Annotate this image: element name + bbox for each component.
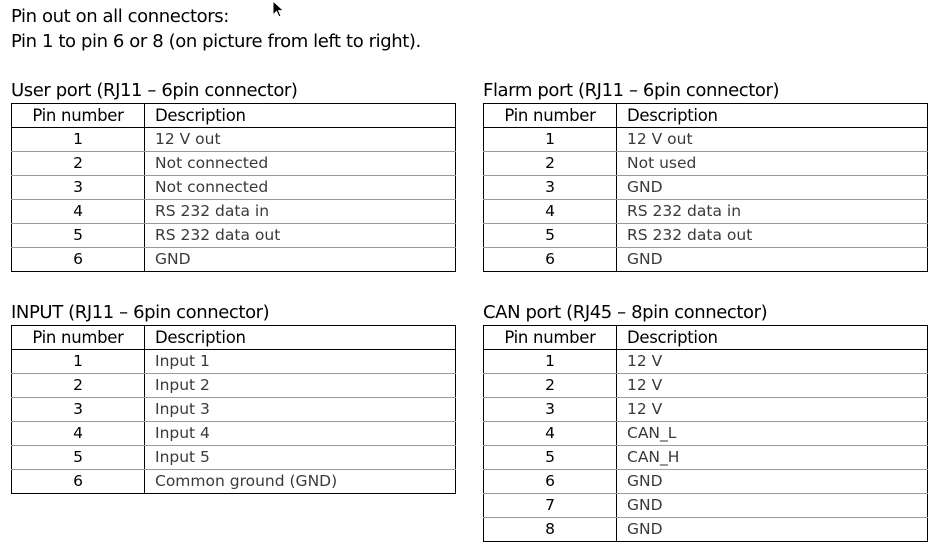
table-row [484, 446, 928, 470]
input-title: INPUT (RJ11 – 6pin connector) [11, 302, 270, 323]
pin-cell: 2 [484, 152, 617, 176]
pin-cell: 8 [484, 518, 617, 542]
description-cell: RS 232 data in [145, 200, 456, 224]
can-port-title: CAN port (RJ45 – 8pin connector) [483, 302, 768, 323]
description-cell: GND [617, 248, 928, 272]
description-cell: RS 232 data out [145, 224, 456, 248]
table-row [12, 422, 456, 446]
description-cell: 12 V [617, 374, 928, 398]
table-row [12, 446, 456, 470]
table-row [12, 350, 456, 374]
can-port-table [483, 325, 928, 542]
description-cell: GND [617, 470, 928, 494]
table-row [12, 224, 456, 248]
description-header: Description [145, 326, 456, 350]
table-row [12, 152, 456, 176]
pin-cell: 3 [12, 398, 145, 422]
pin-cell: 1 [12, 350, 145, 374]
description-cell: GND [617, 494, 928, 518]
table-header-row [484, 104, 928, 128]
table-row [12, 398, 456, 422]
user-port-title: User port (RJ11 – 6pin connector) [11, 80, 298, 101]
description-cell: 12 V [617, 398, 928, 422]
description-cell: Not connected [145, 176, 456, 200]
pin-cell: 4 [484, 200, 617, 224]
table-row [12, 128, 456, 152]
input-table [11, 325, 456, 494]
table-row [12, 200, 456, 224]
table-header-row [484, 326, 928, 350]
table-row [12, 470, 456, 494]
description-cell: Common ground (GND) [145, 470, 456, 494]
description-cell: 12 V out [145, 128, 456, 152]
description-cell: GND [145, 248, 456, 272]
pin-cell: 2 [12, 374, 145, 398]
pin-number-header: Pin number [484, 104, 617, 128]
description-cell: Input 2 [145, 374, 456, 398]
pin-cell: 3 [484, 176, 617, 200]
can-port-section [483, 302, 929, 542]
pin-number-header: Pin number [484, 326, 617, 350]
pin-cell: 1 [12, 128, 145, 152]
pin-cell: 6 [484, 248, 617, 272]
intro-line-2: Pin 1 to pin 6 or 8 (on picture from left to right). [11, 31, 421, 52]
pin-cell: 4 [12, 200, 145, 224]
mouse-pointer-icon [272, 0, 286, 18]
intro-line-1: Pin out on all connectors: [11, 6, 229, 27]
table-row [484, 248, 928, 272]
pin-cell: 7 [484, 494, 617, 518]
table-row [484, 494, 928, 518]
pin-cell: 5 [12, 224, 145, 248]
table-row [484, 518, 928, 542]
pin-cell: 6 [12, 470, 145, 494]
description-cell: GND [617, 518, 928, 542]
table-row [484, 470, 928, 494]
description-header: Description [145, 104, 456, 128]
pin-cell: 5 [484, 446, 617, 470]
table-row [12, 176, 456, 200]
intro-text [11, 4, 421, 54]
description-cell: Not used [617, 152, 928, 176]
pin-cell: 1 [484, 128, 617, 152]
table-row [484, 152, 928, 176]
pin-cell: 2 [484, 374, 617, 398]
table-row [484, 224, 928, 248]
user-port-table [11, 103, 456, 272]
table-row [484, 176, 928, 200]
pin-cell: 6 [12, 248, 145, 272]
description-cell: Not connected [145, 152, 456, 176]
description-cell: Input 3 [145, 398, 456, 422]
description-cell: RS 232 data out [617, 224, 928, 248]
pin-number-header: Pin number [12, 326, 145, 350]
table-row [484, 128, 928, 152]
description-cell: Input 5 [145, 446, 456, 470]
pin-cell: 1 [484, 350, 617, 374]
table-row [484, 200, 928, 224]
table-row [484, 374, 928, 398]
description-cell: RS 232 data in [617, 200, 928, 224]
description-cell: CAN_H [617, 446, 928, 470]
description-cell: CAN_L [617, 422, 928, 446]
table-row [12, 248, 456, 272]
pin-cell: 5 [12, 446, 145, 470]
pin-cell: 3 [484, 398, 617, 422]
pin-cell: 2 [12, 152, 145, 176]
pin-cell: 3 [12, 176, 145, 200]
user-port-section [11, 80, 457, 272]
pin-cell: 6 [484, 470, 617, 494]
table-header-row [12, 326, 456, 350]
pin-cell: 5 [484, 224, 617, 248]
description-cell: 12 V out [617, 128, 928, 152]
description-header: Description [617, 326, 928, 350]
table-row [484, 398, 928, 422]
table-header-row [12, 104, 456, 128]
flarm-port-table [483, 103, 928, 272]
flarm-port-section [483, 80, 929, 272]
description-cell: GND [617, 176, 928, 200]
flarm-port-title: Flarm port (RJ11 – 6pin connector) [483, 80, 780, 101]
pin-cell: 4 [12, 422, 145, 446]
input-section [11, 302, 457, 494]
pin-cell: 4 [484, 422, 617, 446]
description-cell: 12 V [617, 350, 928, 374]
description-header: Description [617, 104, 928, 128]
pin-number-header: Pin number [12, 104, 145, 128]
description-cell: Input 4 [145, 422, 456, 446]
table-row [484, 350, 928, 374]
description-cell: Input 1 [145, 350, 456, 374]
table-row [484, 422, 928, 446]
table-row [12, 374, 456, 398]
